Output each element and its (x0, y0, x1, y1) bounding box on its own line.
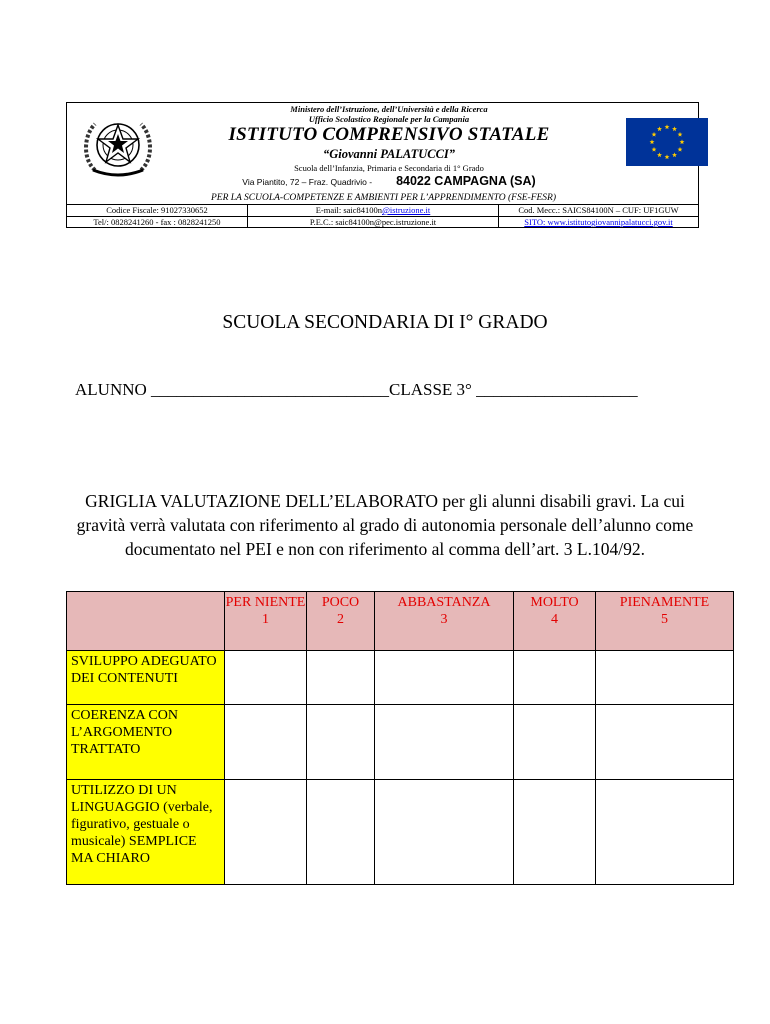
score-cell[interactable] (307, 705, 375, 780)
school-types: Scuola dell’Infanzia, Primaria e Secondaria di 1° Grado (294, 163, 484, 173)
program-line: PER LA SCUOLA-COMPETENZE E AMBIENTI PER L’APPRENDIMENTO (FSE-FESR) (210, 193, 557, 203)
level-label: PER NIENTE (225, 595, 306, 610)
score-cell[interactable] (514, 705, 596, 780)
score-cell[interactable] (375, 651, 514, 705)
level-header (596, 592, 734, 651)
grid-row (67, 651, 734, 705)
evaluation-grid (66, 591, 734, 885)
institute-name: ISTITUTO COMPRENSIVO STATALE (228, 124, 550, 145)
student-class-line: ALUNNO ____________________________CLASSE 3° ___________________ (75, 380, 638, 399)
contact-row (67, 216, 698, 228)
grid-row (67, 705, 734, 780)
level-value: 3 (440, 612, 448, 627)
level-label: MOLTO (530, 595, 579, 610)
level-label: POCO (321, 595, 360, 610)
email-link[interactable]: @istruzione.it (382, 205, 431, 215)
italian-republic-emblem-icon (81, 112, 155, 178)
regional-office: Ufficio Scolastico Regionale per la Campania (308, 114, 470, 124)
score-cell[interactable] (307, 780, 375, 885)
score-cell[interactable] (596, 705, 734, 780)
level-value: 5 (661, 612, 668, 627)
score-cell[interactable] (596, 651, 734, 705)
grid-row (67, 780, 734, 885)
score-cell[interactable] (375, 705, 514, 780)
school-level-title: SCUOLA SECONDARIA DI I° GRADO (222, 312, 548, 333)
phone-fax: Tel/: 0828241260 - fax : 0828241250 (67, 217, 248, 228)
score-cell[interactable] (596, 780, 734, 885)
fiscal-code: Codice Fiscale: 91027330652 (67, 205, 248, 216)
mecc-code: Cod. Mecc.: SAICS84100N – CUF: UF1GUW (518, 205, 679, 215)
institute-dedication: “Giovanni PALATUCCI” (322, 147, 456, 161)
eu-flag-icon (626, 118, 708, 166)
score-cell[interactable] (375, 780, 514, 885)
score-cell[interactable] (307, 651, 375, 705)
level-label: PIENAMENTE (619, 595, 710, 610)
address-line (157, 174, 621, 189)
letterhead (66, 102, 699, 228)
pec-email: P.E.C.: saic84100n@pec.istruzione.it (248, 217, 499, 228)
ministry-name: Ministero dell’Istruzione, dell’Università e della Ricerca (290, 104, 488, 114)
letterhead-top (67, 103, 698, 204)
grid-introduction: GRIGLIA VALUTAZIONE DELL’ELABORATO per gli alunni disabili gravi. La cui gravità verrà valutata con riferimento al grado di autonomia personale dell’alunno come documentato nel PEI e non con riferimento al comma dell’art. 3 L.104/92. (76, 491, 694, 559)
level-header (514, 592, 596, 651)
level-value: 1 (262, 612, 269, 627)
score-cell[interactable] (514, 780, 596, 885)
email (248, 205, 499, 216)
website-link[interactable]: SITO: www.istitutogiovannipalatucci.gov.it (524, 217, 673, 227)
header-empty-cell (67, 592, 225, 651)
score-cell[interactable] (514, 651, 596, 705)
criterion-cell: COERENZA CON L’ARGOMENTO TRATTATO (67, 705, 225, 780)
city: 84022 CAMPAGNA (SA) (396, 174, 536, 188)
level-label: ABBASTANZA (397, 595, 491, 610)
level-header (307, 592, 375, 651)
level-value: 2 (337, 612, 344, 627)
score-cell[interactable] (225, 651, 307, 705)
contact-row (67, 205, 698, 216)
criterion-cell: SVILUPPO ADEGUATO DEI CONTENUTI (67, 651, 225, 705)
address: Via Piantito, 72 – Fraz. Quadrivio - (242, 177, 373, 187)
grid-header-row (67, 592, 734, 651)
level-value: 4 (551, 612, 558, 627)
level-header (225, 592, 307, 651)
score-cell[interactable] (225, 780, 307, 885)
letterhead-center (157, 103, 621, 189)
criterion-cell: UTILIZZO DI UN LINGUAGGIO (verbale, figurativo, gestuale o musicale) SEMPLICE MA CHIARO (67, 780, 225, 885)
email-label: E-mail: saic84100n (315, 205, 383, 215)
contact-rows (67, 204, 698, 228)
level-header (375, 592, 514, 651)
score-cell[interactable] (225, 705, 307, 780)
